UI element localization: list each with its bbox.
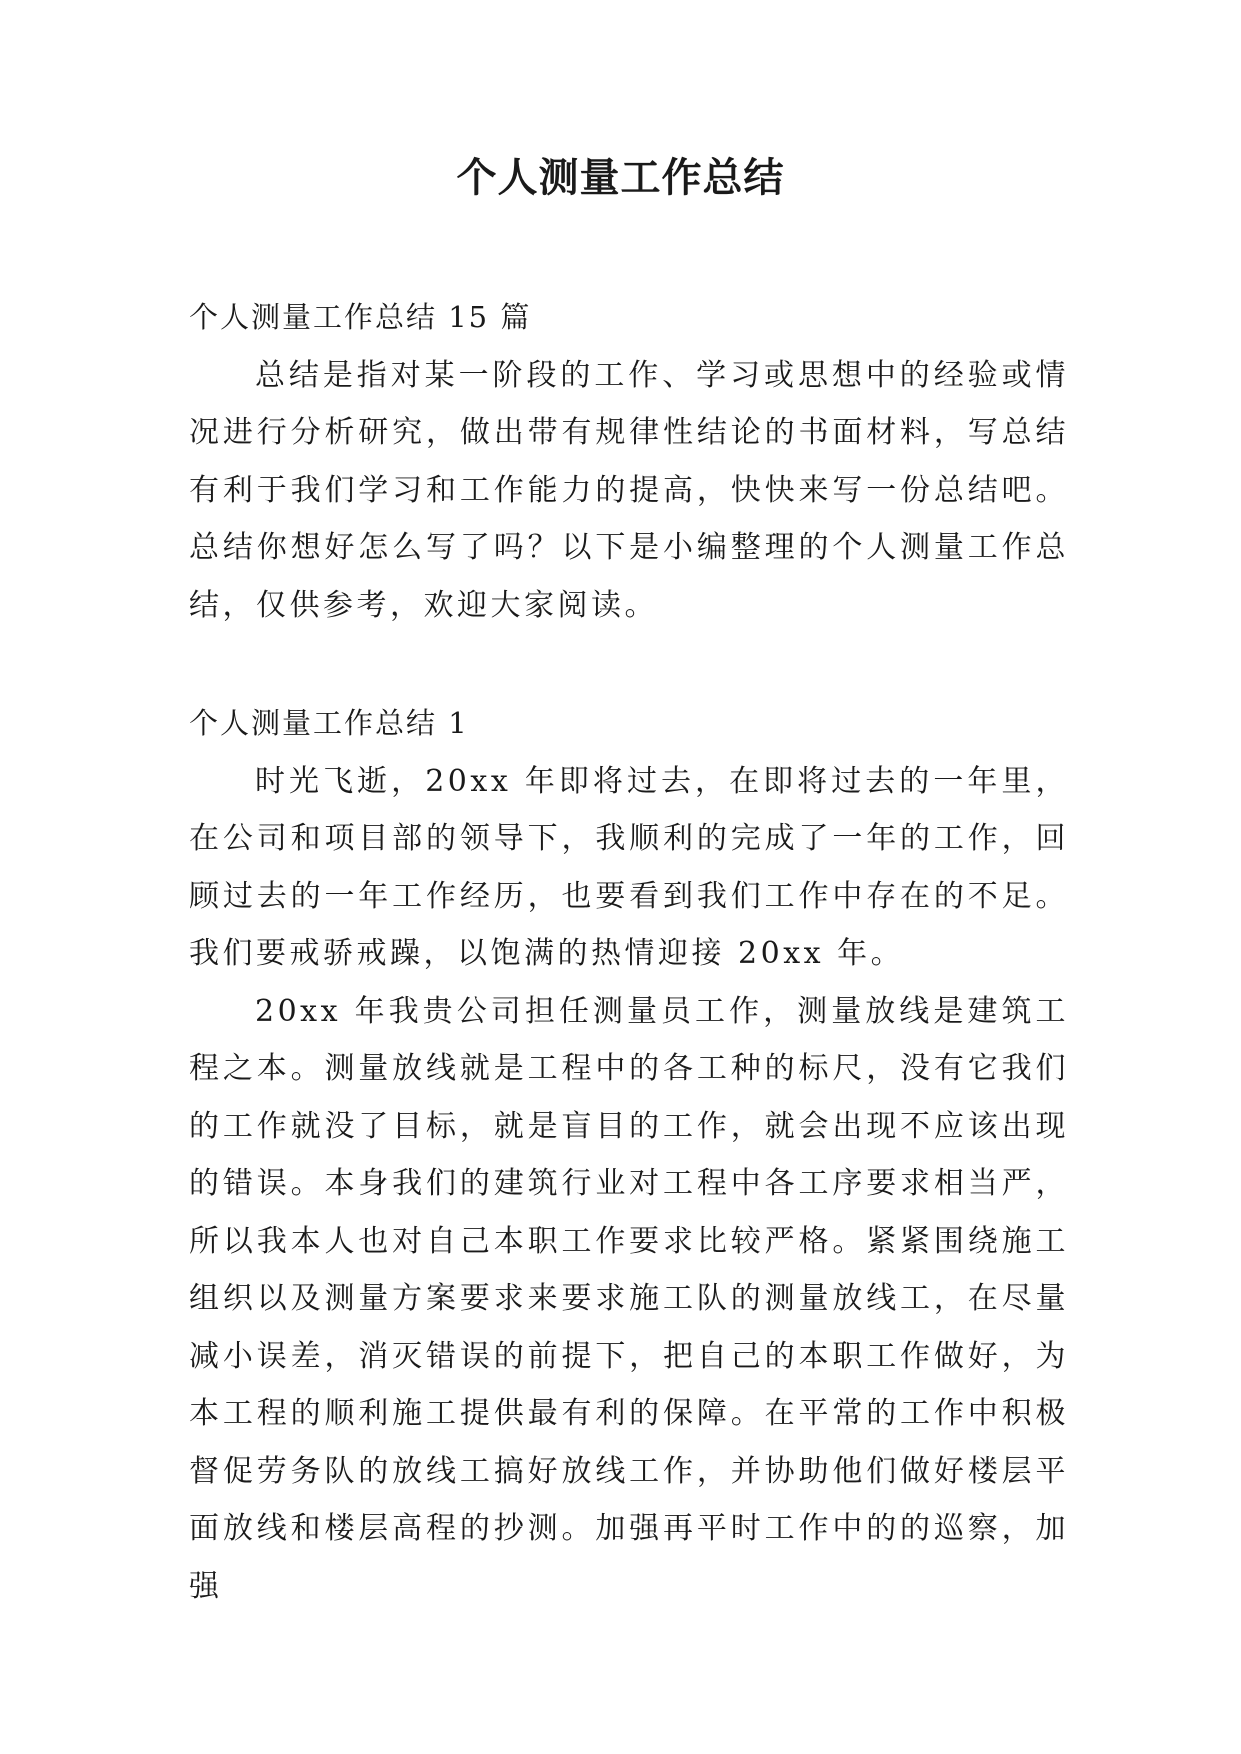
intro-section — [189, 289, 1069, 634]
intro-heading: 个人测量工作总结 15 篇 — [189, 300, 532, 334]
section-1-heading: 个人测量工作总结 1 — [189, 706, 469, 740]
section-1 — [189, 695, 1069, 1615]
section-1-paragraph-1: 时光飞逝，20xx 年即将过去，在即将过去的一年里，在公司和项目部的领导下，我顺利的完成了一年的工作，回顾过去的一年工作经历，也要看到我们工作中存在的不足。我们要戒骄戒躁，以饱满的热情迎接 20xx 年。 — [189, 763, 1069, 971]
section-1-paragraph-2: 20xx 年我贵公司担任测量员工作，测量放线是建筑工程之本。测量放线就是工程中的各工种的标尺，没有它我们的工作就没了目标，就是盲目的工作，就会出现不应该出现的错误。本身我们的建筑行业对工程中各工序要求相当严，所以我本人也对自己本职工作要求比较严格。紧紧围绕施工组织以及测量方案要求来要求施工队的测量放线工，在尽量减小误差，消灭错误的前提下，把自己的本职工作做好，为本工程的顺利施工提供最有利的保障。在平常的工作中积极督促劳务队的放线工搞好放线工作，并协助他们做好楼层平面放线和楼层高程的抄测。加强再平时工作中的的巡察，加强 — [189, 993, 1069, 1604]
intro-paragraph: 总结是指对某一阶段的工作、学习或思想中的经验或情况进行分析研究，做出带有规律性结论的书面材料，写总结有利于我们学习和工作能力的提高，快快来写一份总结吧。总结你想好怎么写了吗？以下是小编整理的个人测量工作总结，仅供参考，欢迎大家阅读。 — [189, 357, 1069, 623]
document-title: 个人测量工作总结 — [456, 154, 785, 201]
